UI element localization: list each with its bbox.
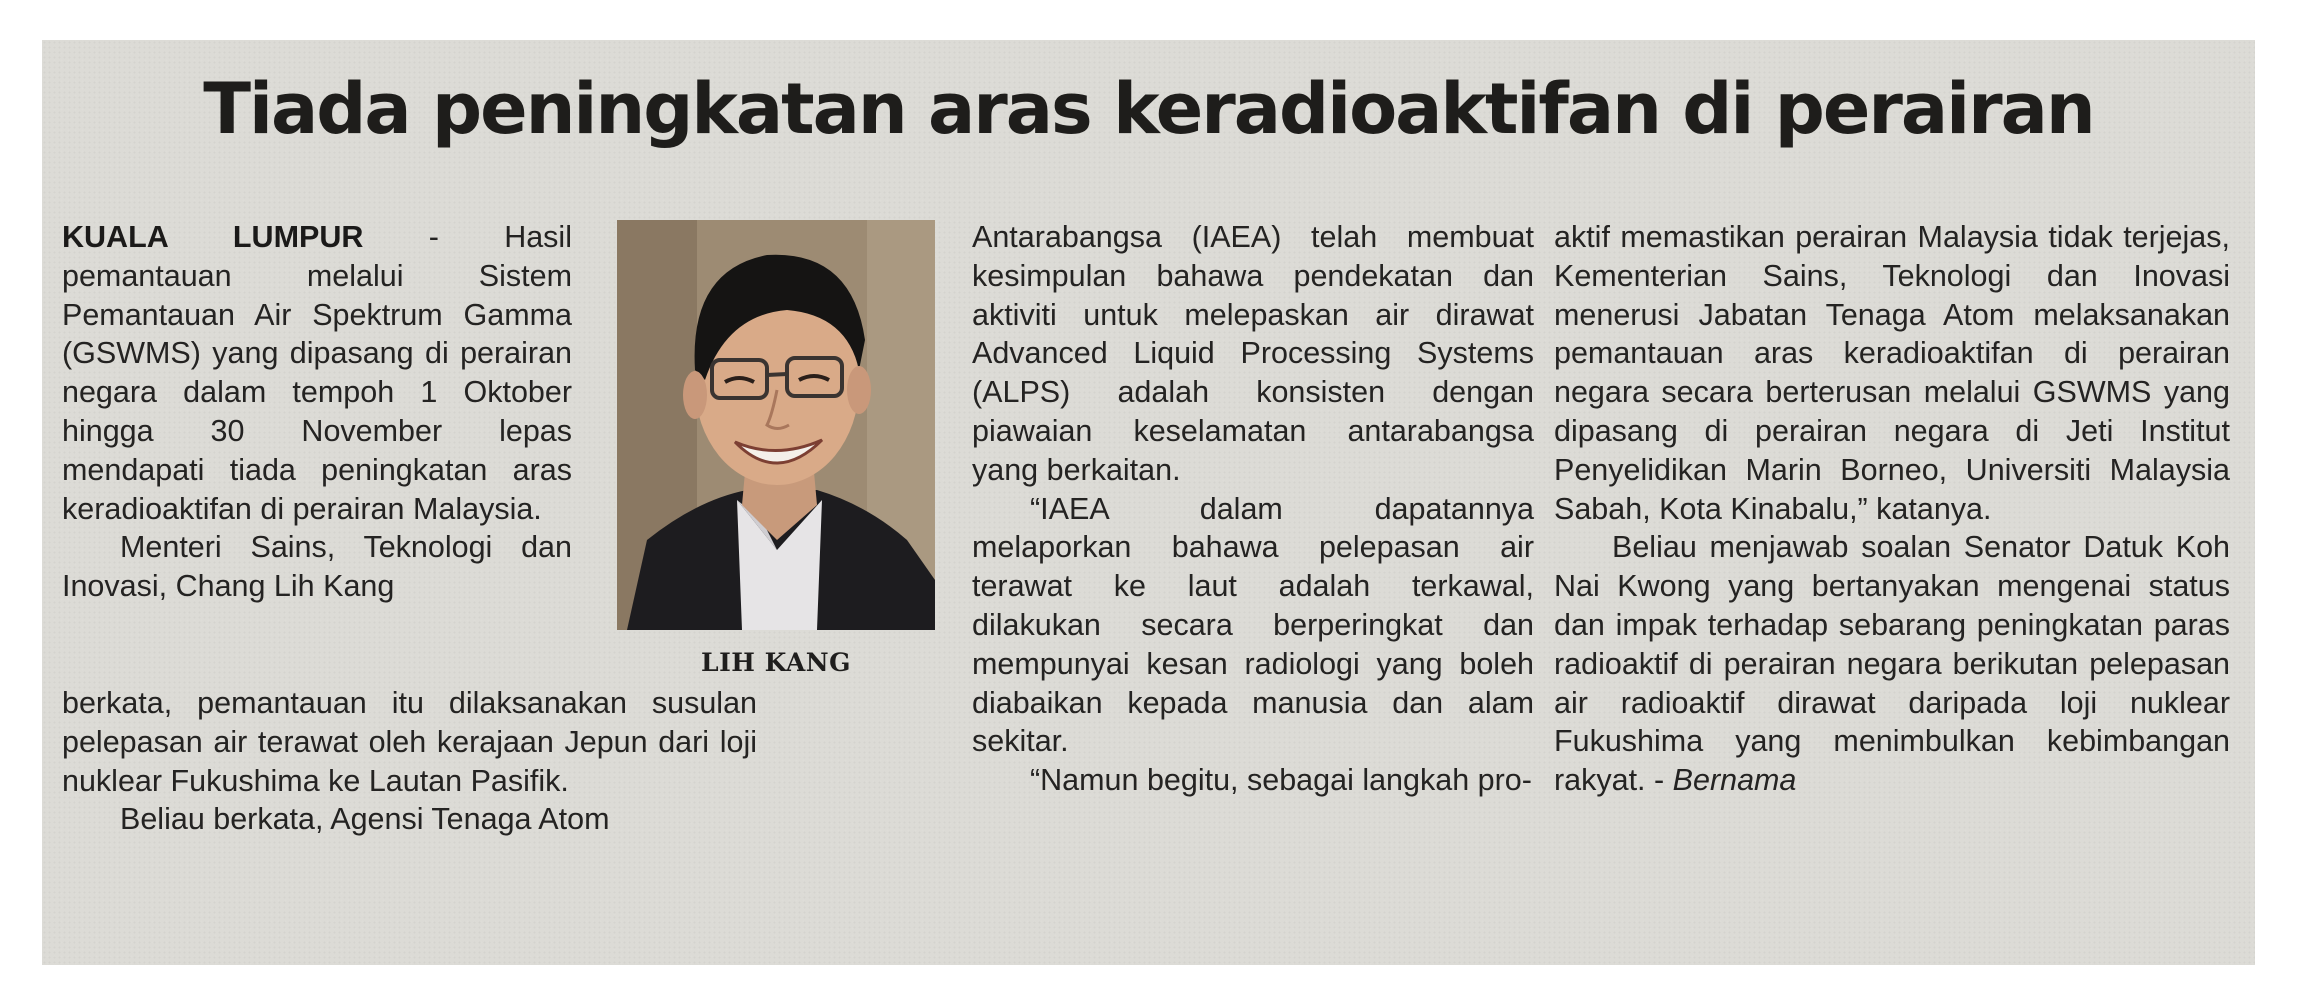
dateline: KUALA LUMPUR [62, 220, 364, 254]
paragraph-continuation: Antarabangsa (IAEA) telah membuat kesimpulan bahawa pendekatan dan aktiviti untuk melepaskan air dirawat Advanced Liquid Processing Systems (ALPS) adalah konsisten dengan piawaian keselamatan antarabangsa yang berkaitan. [972, 220, 1534, 487]
paragraph-continuation: aktif memastikan perairan Malaysia tidak terjejas, Kementerian Sains, Teknologi dan Inovasi menerusi Jabatan Tenaga Atom melaksanakan pemantauan aras keradioaktifan di perairan negara secara berterusan melalui GSWMS yang dipasang di perairan negara di Jeti Institut Penyelidikan Marin Borneo, Universiti Malaysia Sabah, Kota Kinabalu,” katanya. [1554, 220, 2230, 526]
paragraph [62, 218, 572, 528]
paragraph-text: Beliau menjawab soalan Senator Datuk Koh Nai Kwong yang bertanyakan mengenai status dan impak terhadap sebarang peningkatan paras radioaktif di perairan negara berikutan pelepasan air radioaktif dirawat daripada loji nuklear Fukushima yang menimbulkan kebimbangan rakyat. - [1554, 530, 2230, 798]
article-column-1 [62, 218, 572, 606]
portrait-illustration [617, 220, 935, 630]
photo-caption: LIH KANG [701, 648, 851, 677]
article-column-3 [1554, 218, 2230, 800]
portrait-photo [617, 220, 935, 630]
paragraph: “IAEA dalam dapatannya melaporkan bahawa pelepasan air terawat ke laut adalah terkawal, dilakukan secara berperingkat dan mempunyai kesan radiologi yang boleh diabaikan kepada manusia dan alam sekitar. [972, 491, 1534, 759]
paragraph-text: - Hasil pemantauan melalui Sistem Pemantauan Air Spektrum Gamma (GSWMS) yang dipasang di perairan negara dalam tempoh 1 Oktober hingga 30 November lepas mendapati tiada peningkatan aras keradioaktifan di perairan Malaysia. [62, 220, 572, 526]
newspaper-clipping [42, 40, 2255, 965]
news-agency-credit: Bernama [1672, 763, 1797, 798]
paragraph: Menteri Sains, Teknologi dan Inovasi, Chang Lih Kang [62, 530, 572, 604]
article-column-1-lower [62, 684, 757, 839]
paragraph: Beliau berkata, Agensi Tenaga Atom [120, 802, 610, 837]
paragraph [1554, 528, 2230, 800]
headline: Tiada peningkatan aras keradioaktifan di perairan [203, 68, 2094, 150]
paragraph: “Namun begitu, sebagai langkah pro- [1030, 763, 1532, 798]
article-column-2 [972, 218, 1534, 800]
paragraph-continuation: berkata, pemantauan itu dilaksanakan susulan pelepasan air terawat oleh kerajaan Jepun dari loji nuklear Fukushima ke Lautan Pasifik. [62, 686, 757, 798]
